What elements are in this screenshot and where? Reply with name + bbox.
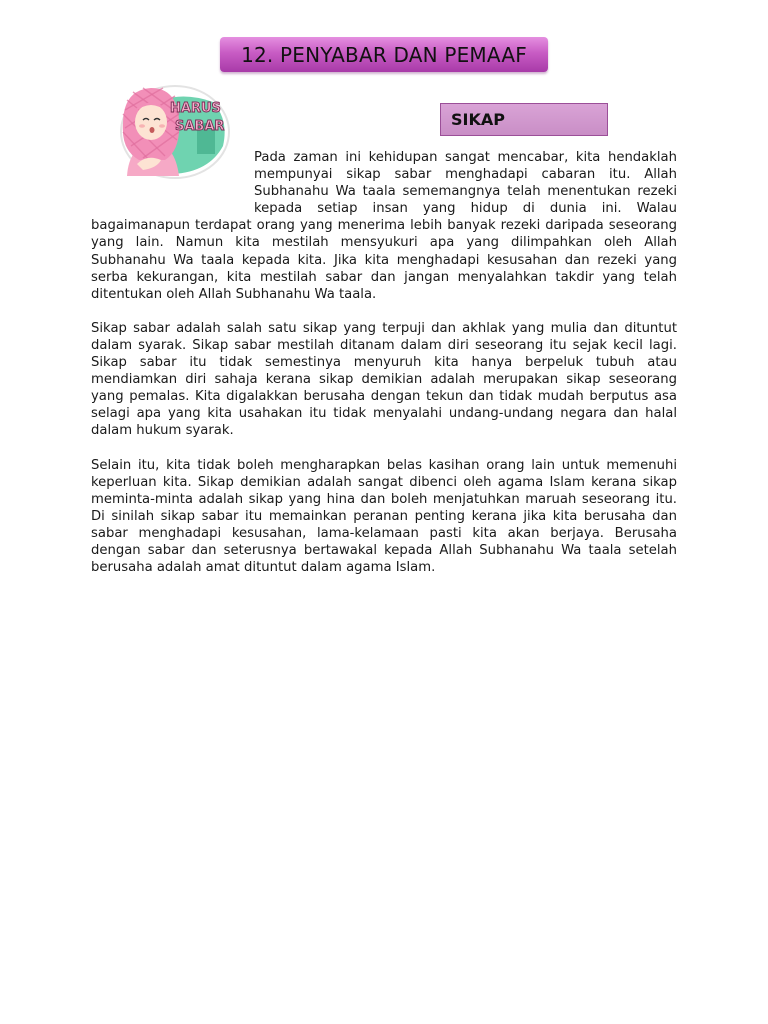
section-heading: SIKAP: [440, 103, 608, 136]
sticker-text-sabar: SABAR: [175, 119, 225, 134]
sticker-text-harus: HARUS: [170, 101, 221, 116]
paragraph-2: Sikap sabar adalah salah satu sikap yang terpuji dan akhlak yang mulia dan dituntut dalam syarak. Sikap sabar mestilah ditanam dalam diri seseorang itu sejak kecil lagi. Sikap sabar itu tidak semestinya menyuruh kita hanya berpeluk tubuh atau mendiamkan diri sahaja kerana sikap demikian adalah merupakan sikap seseorang yang pemalas. Kita digalakkan berusaha dengan tekun dan tidak mudah berputus asa selagi apa yang kita usahakan itu tidak menyalahi undang-undang negara dan halal dalam hukum syarak.: [91, 320, 677, 439]
article-body: [91, 149, 677, 576]
page-title: 12. PENYABAR DAN PEMAAF: [220, 37, 548, 72]
paragraph-3: Selain itu, kita tidak boleh mengharapkan belas kasihan orang lain untuk memenuhi keperluan kita. Sikap demikian adalah sangat dibenci oleh agama Islam kerana sikap meminta-minta adalah sikap yang hina dan boleh menjatuhkan maruah seseorang itu. Di sinilah sikap sabar itu memainkan peranan penting kerana jika kita berusaha dan sabar menghadapi kesusahan, lama-kelamaan pasti kita akan berjaya. Berusaha dengan sabar dan seterusnya bertawakal kepada Allah Subhanahu Wa taala setelah berusaha adalah amat dituntut dalam agama Islam.: [91, 457, 677, 576]
paragraph-1: Pada zaman ini kehidupan sangat mencabar, kita hendaklah mempunyai sikap sabar menghadapi cabaran itu. Allah Subhanahu Wa taala sememangnya telah menentukan rezeki kepada setiap insan yang hidup di dunia ini. Walau bagaimanapun terdapat orang yang menerima lebih banyak rezeki daripada seseorang yang lain. Namun kita mestilah mensyukuri apa yang dilimpahkan oleh Allah Subhanahu Wa taala kepada kita. Jika kita menghadapi kesusahan dan rezeki yang serba kekurangan, kita mestilah sabar dan jangan menyalahkan takdir yang telah ditentukan oleh Allah Subhanahu Wa taala.: [91, 150, 677, 302]
image-wrap-spacer: [91, 149, 254, 213]
